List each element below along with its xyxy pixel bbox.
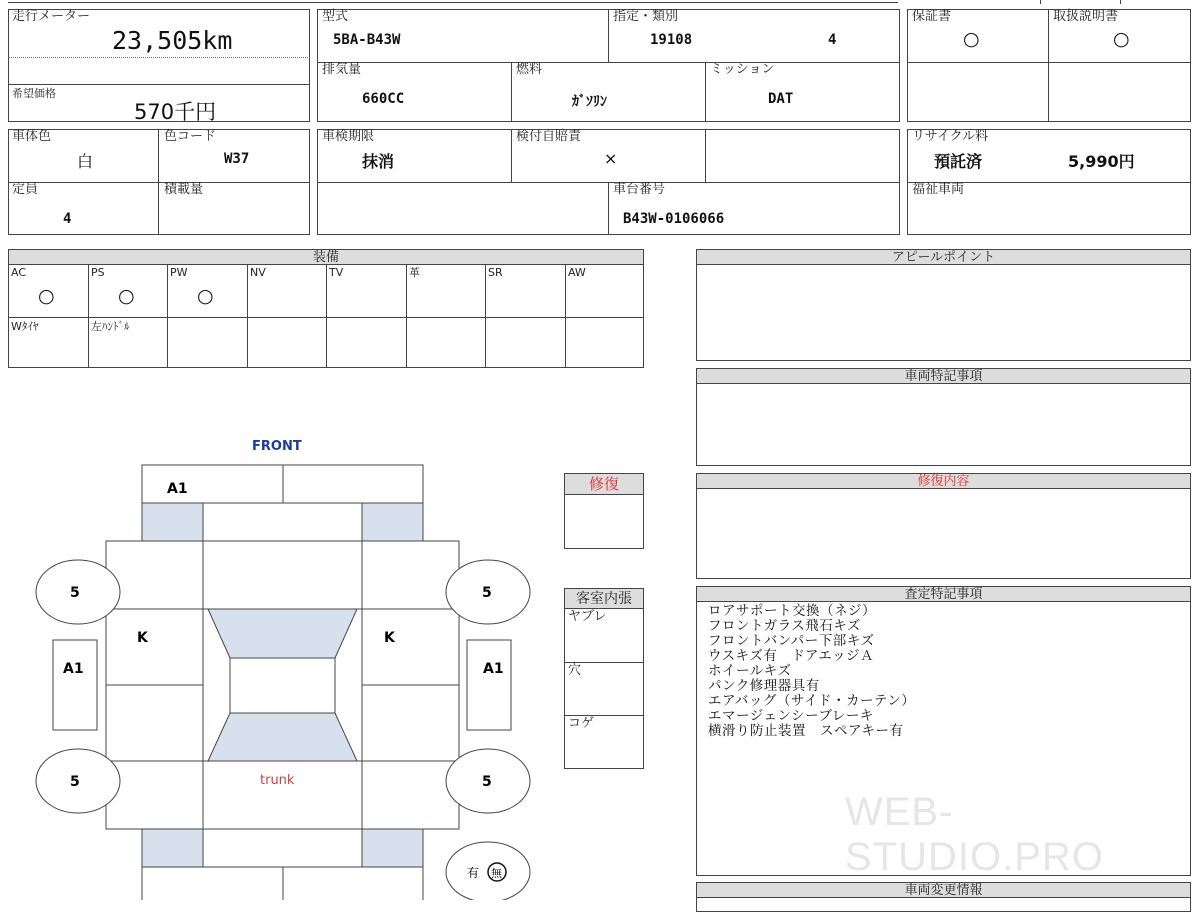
- documents-block: [907, 9, 1191, 122]
- body-color-value: 白: [77, 152, 94, 171]
- equipment-mark: ○: [38, 285, 55, 307]
- price-divider: [8, 84, 310, 85]
- price-label: 希望価格: [12, 87, 56, 100]
- repair-details-title: 修復内容: [697, 474, 1190, 489]
- assessment-line: エアバッグ（サイド・カーテン）: [708, 693, 916, 709]
- displacement-label: 排気量: [322, 62, 362, 77]
- warranty-value: ○: [963, 28, 980, 50]
- front-label: FRONT: [252, 439, 302, 454]
- interior-label: 客室内張: [565, 589, 643, 609]
- inspection-value: 抹消: [362, 152, 395, 171]
- fuel-value: ｶﾞｿﾘﾝ: [572, 94, 607, 110]
- pillar-panel: [362, 829, 423, 867]
- price-value: 570千円: [134, 100, 217, 124]
- equipment-item-label: TV: [329, 266, 344, 279]
- rear-window: [208, 713, 357, 761]
- hood-front: [203, 503, 362, 541]
- assessment-line: フロントガラス飛石キズ: [708, 618, 861, 634]
- right-side-panel: [467, 640, 511, 730]
- damage-mark: K: [137, 630, 148, 646]
- chassis-label: 車台番号: [613, 182, 666, 197]
- inspection-label: 車検期限: [322, 129, 375, 144]
- color-code-label: 色コード: [164, 129, 217, 144]
- assessment-line: 横滑り防止装置 スペアキー有: [708, 723, 904, 739]
- recycle-label: リサイクル料: [912, 129, 989, 144]
- damage-mark: 5: [70, 585, 80, 601]
- mileage-label: 走行メーター: [12, 9, 91, 24]
- fuel-label: 燃料: [516, 62, 543, 77]
- assessment-line: ウスキズ有 ドアエッジＡ: [708, 648, 874, 664]
- appeal-panel: [696, 249, 1191, 361]
- damage-mark: 5: [70, 774, 80, 790]
- displacement-value: 660CC: [362, 91, 405, 107]
- assessment-line: パンク修理器具有: [708, 678, 820, 694]
- roof: [230, 658, 335, 713]
- welfare-label: 福祉車両: [912, 182, 965, 197]
- assessment-title: 査定特記事項: [697, 587, 1190, 602]
- damage-mark: K: [384, 630, 395, 646]
- trunk-label: trunk: [260, 773, 295, 788]
- left-side-panel: [53, 640, 97, 730]
- pillar-panel: [362, 503, 423, 541]
- damage-mark: 5: [482, 774, 492, 790]
- mileage-value: 23,505km: [112, 26, 233, 55]
- designation-label: 指定・類別: [613, 9, 679, 24]
- pillar-panel: [142, 503, 203, 541]
- assessment-line: ホイールキズ: [708, 663, 792, 679]
- assessment-line: エマージェンシーブレーキ: [708, 708, 874, 724]
- equipment-item-label: AW: [568, 266, 586, 279]
- manual-value: ○: [1113, 28, 1130, 50]
- damage-mark: 5: [482, 585, 492, 601]
- repair-label: 修復: [565, 474, 643, 495]
- equipment-mark: ○: [197, 285, 214, 307]
- mission-label: ミッション: [710, 62, 775, 77]
- chassis-value: B43W-0106066: [623, 211, 725, 227]
- body-color-label: 車体色: [12, 129, 52, 144]
- capacity-value: 4: [63, 211, 72, 227]
- equipment-item-label: AC: [11, 266, 27, 279]
- spare-yes-label: 有: [467, 866, 480, 880]
- spare-none-label: 無: [491, 867, 502, 880]
- capacity-label: 定員: [12, 182, 39, 197]
- pillar-panel: [142, 829, 203, 867]
- equipment-item-label: PS: [91, 266, 105, 279]
- windshield: [208, 609, 357, 658]
- equipment-mark: ○: [118, 285, 135, 307]
- equipment-item-label: NV: [250, 266, 266, 279]
- vehicle-notes-title: 車両特記事項: [697, 369, 1190, 384]
- equipment-item-label: 左ﾊﾝﾄﾞﾙ: [91, 320, 130, 333]
- assessment-line: ロアサポート交換（ネジ）: [708, 603, 876, 619]
- trunk-lower: [203, 829, 362, 867]
- recycle-status: 預託済: [934, 152, 983, 171]
- equipment-item-label: 革: [409, 266, 420, 279]
- damage-mark: A1: [63, 661, 84, 677]
- model-value: 5BA-B43W: [333, 32, 401, 48]
- manual-label: 取扱説明書: [1053, 9, 1119, 24]
- interior-item: ヤブレ: [568, 609, 607, 624]
- damage-mark: A1: [167, 481, 188, 497]
- equipment-title: 装備: [9, 250, 643, 265]
- top-edge-tick: [1120, 0, 1121, 4]
- equipment-item-label: Wﾀｲﾔ: [11, 320, 39, 333]
- car-condition-diagram: [0, 430, 560, 900]
- liability-value: ×: [604, 149, 618, 168]
- damage-mark: A1: [483, 661, 504, 677]
- equipment-item-label: PW: [170, 266, 188, 279]
- mission-value: DAT: [768, 91, 794, 107]
- load-label: 積載量: [164, 182, 204, 197]
- top-edge-tick: [1040, 0, 1041, 4]
- recycle-amount: 5,990円: [1068, 152, 1135, 171]
- mileage-dotted-divider: [8, 57, 310, 58]
- designation-value-2: 4: [828, 32, 837, 48]
- liability-label: 検付自賠責: [516, 129, 582, 144]
- equipment-item-label: SR: [488, 266, 503, 279]
- color-code-value: W37: [224, 151, 250, 167]
- top-edge: [8, 2, 898, 3]
- designation-value-1: 19108: [650, 32, 693, 48]
- change-info-title: 車両変更情報: [697, 883, 1190, 898]
- appeal-title: アピールポイント: [697, 250, 1190, 265]
- warranty-label: 保証書: [912, 9, 952, 24]
- interior-item: 穴: [568, 663, 582, 678]
- assessment-line: フロントバンパー下部キズ: [708, 633, 875, 649]
- watermark: WEB-STUDIO.PRO: [845, 790, 1104, 879]
- model-label: 型式: [322, 9, 349, 24]
- interior-item: コゲ: [568, 716, 595, 731]
